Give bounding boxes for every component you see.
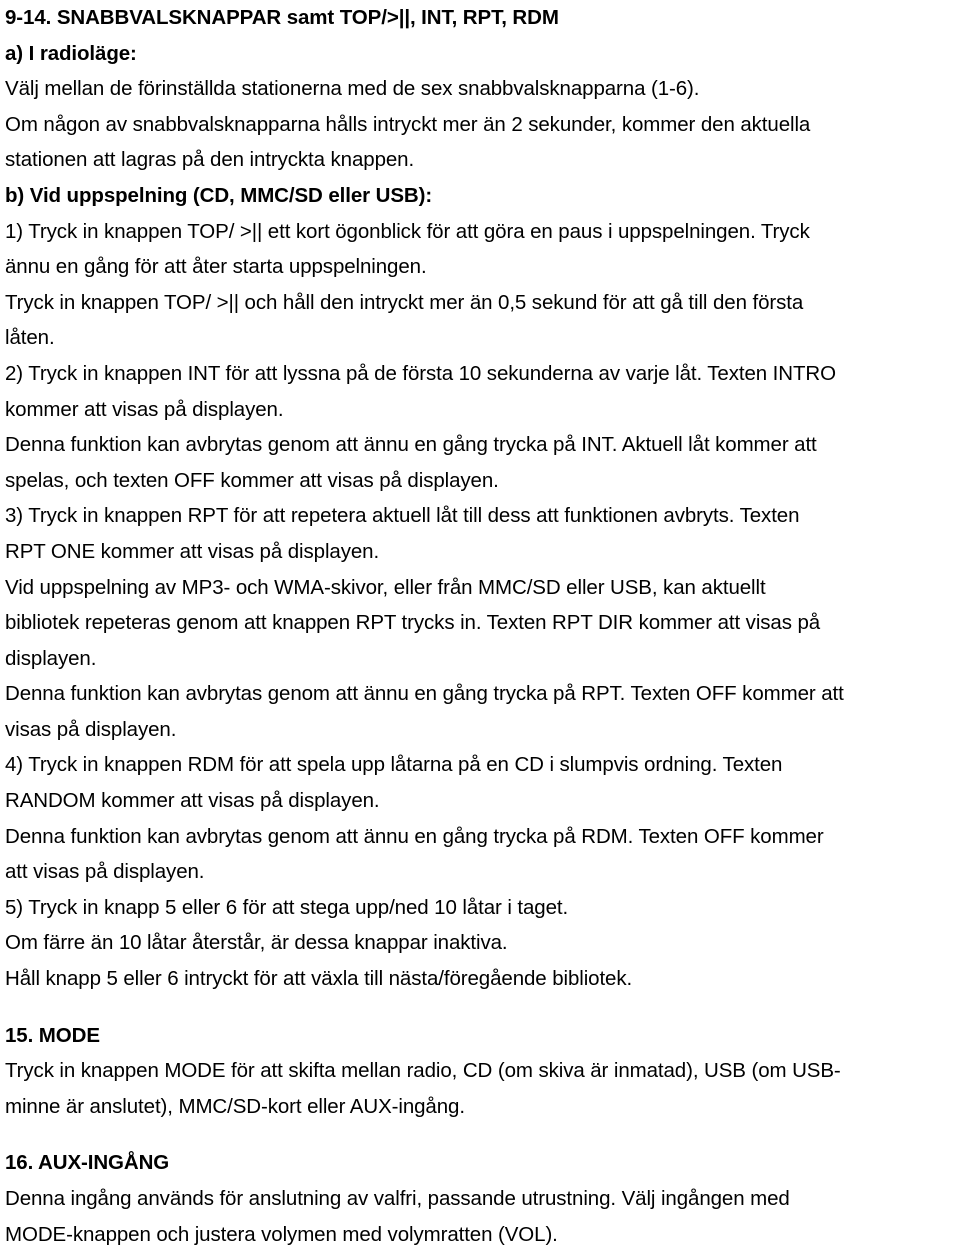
paragraph-line: ännu en gång för att åter starta uppspelningen.: [5, 255, 427, 279]
paragraph-line: RANDOM kommer att visas på displayen.: [5, 789, 380, 813]
subsection-heading-playback: b) Vid uppspelning (CD, MMC/SD eller USB):: [5, 183, 433, 207]
paragraph-line: Denna funktion kan avbrytas genom att ännu en gång trycka på INT. Aktuell låt kommer att: [5, 433, 817, 457]
paragraph-line: Välj mellan de förinställda stationerna med de sex snabbvalsknapparna (1-6).: [5, 77, 700, 101]
section-title: 15. MODE: [5, 1023, 100, 1047]
section-spacer: [5, 997, 957, 1018]
paragraph-line: 4) Tryck in knappen RDM för att spela upp låtarna på en CD i slumpvis ordning. Texten: [5, 753, 783, 777]
paragraph-line: minne är anslutet), MMC/SD-kort eller AUX-ingång.: [5, 1094, 465, 1118]
paragraph-line: MODE-knappen och justera volymen med volymratten (VOL).: [5, 1222, 558, 1246]
paragraph-line: Denna ingång används för anslutning av valfri, passande utrustning. Välj ingången med: [5, 1187, 790, 1210]
section-spacer: [5, 1124, 957, 1145]
paragraph-line: Om färre än 10 låtar återstår, är dessa knappar inaktiva.: [5, 931, 508, 955]
paragraph-line: Vid uppspelning av MP3- och WMA-skivor, eller från MMC/SD eller USB, kan aktuellt: [5, 575, 766, 599]
paragraph-line: RPT ONE kommer att visas på displayen.: [5, 539, 380, 563]
paragraph-line: Tryck in knappen MODE för att skifta mellan radio, CD (om skiva är inmatad), USB (om USB-: [5, 1059, 841, 1083]
paragraph-line: 1) Tryck in knappen TOP/ >|| ett kort ögonblick för att göra en paus i uppspelningen. Tryck: [5, 219, 810, 243]
paragraph-line: Denna funktion kan avbrytas genom att ännu en gång trycka på RPT. Texten OFF kommer att: [5, 682, 844, 706]
section-15-mode: [5, 1018, 957, 1125]
paragraph-line: Om någon av snabbvalsknapparna hålls intryckt mer än 2 sekunder, kommer den aktuella: [5, 112, 811, 136]
document-page: [5, 0, 957, 1252]
paragraph-line: spelas, och texten OFF kommer att visas på displayen.: [5, 468, 499, 492]
paragraph-line: 3) Tryck in knappen RPT för att repetera aktuell låt till dess att funktionen avbryts. Texten: [5, 504, 800, 528]
paragraph-line: låten.: [5, 326, 55, 350]
paragraph-line: 2) Tryck in knappen INT för att lyssna på de första 10 sekunderna av varje låt. Texten INTRO: [5, 361, 836, 385]
paragraph-line: att visas på displayen.: [5, 860, 205, 884]
paragraph-line: kommer att visas på displayen.: [5, 397, 284, 421]
paragraph-line: Tryck in knappen TOP/ >|| och håll den intryckt mer än 0,5 sekund för att gå till den första: [5, 290, 804, 314]
paragraph-line: bibliotek repeteras genom att knappen RPT trycks in. Texten RPT DIR kommer att visas på: [5, 611, 821, 635]
section-title: 9-14. SNABBVALSKNAPPAR samt TOP/>||, INT, RPT, RDM: [5, 6, 559, 29]
section-9-14: [5, 0, 957, 997]
paragraph-line: displayen.: [5, 646, 97, 670]
section-title: 16. AUX-INGÅNG: [5, 1151, 170, 1175]
paragraph-line: Håll knapp 5 eller 6 intryckt för att växla till nästa/föregående bibliotek.: [5, 967, 633, 991]
paragraph-line: stationen att lagras på den intryckta knappen.: [5, 148, 415, 172]
section-16-aux: [5, 1145, 957, 1252]
paragraph-line: visas på displayen.: [5, 717, 177, 741]
paragraph-line: Denna funktion kan avbrytas genom att ännu en gång trycka på RDM. Texten OFF kommer: [5, 824, 824, 848]
subsection-heading-radio: a) I radioläge:: [5, 41, 137, 65]
paragraph-line: 5) Tryck in knapp 5 eller 6 för att stega upp/ned 10 låtar i taget.: [5, 895, 569, 919]
